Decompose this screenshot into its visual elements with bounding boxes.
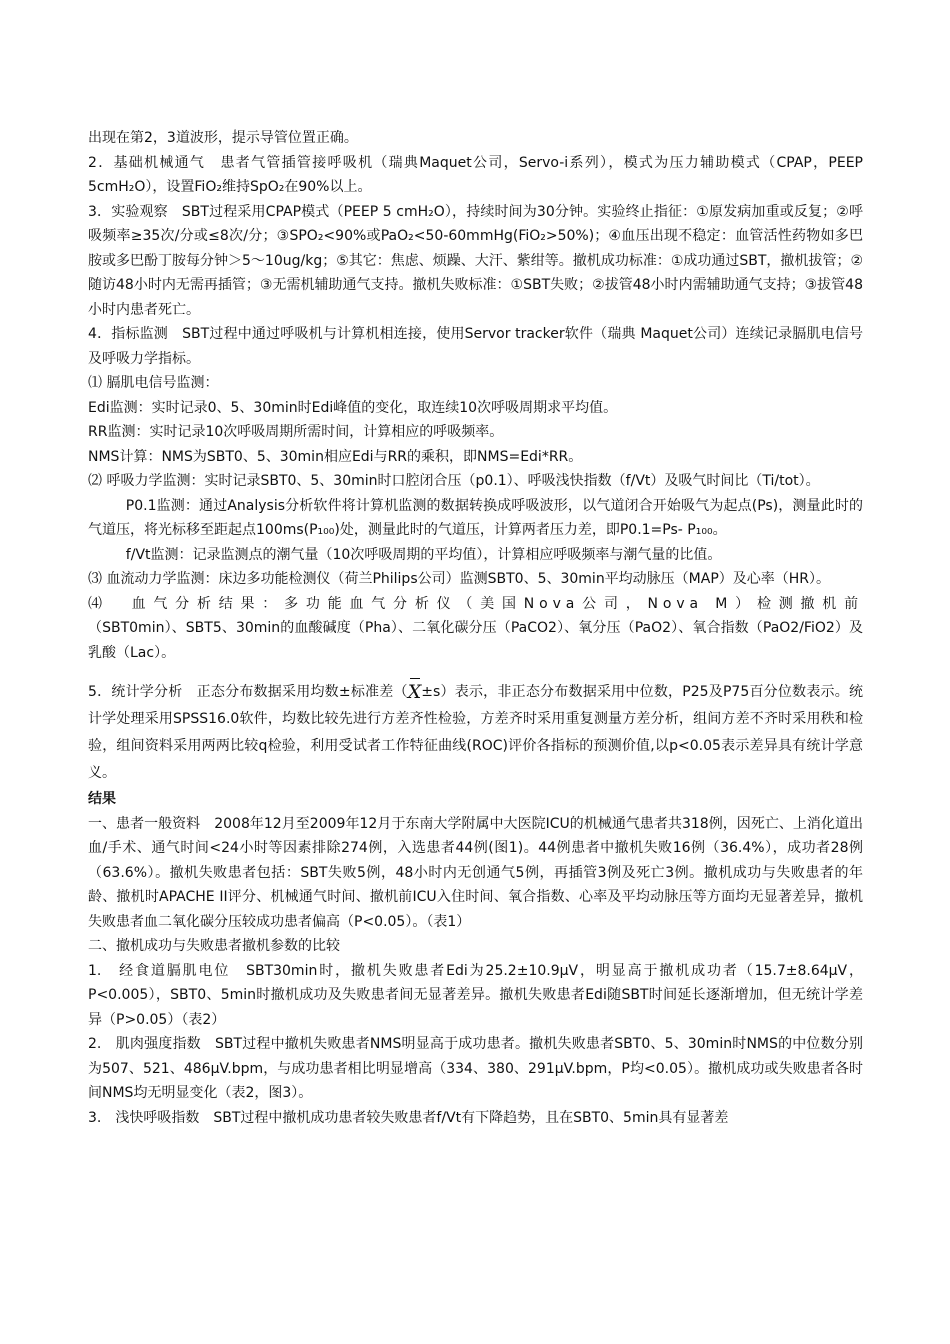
paragraph-statistics	[88, 677, 863, 787]
x-bar-symbol: X	[408, 679, 422, 706]
paragraph-p01: P0.1监测：通过Analysis分析软件将计算机监测的数据转换成呼吸波形，以气道闭合开始吸气为起点(Ps)，测量此时的气道压，将光标移至距起点100ms(P₁₀₀)处，测量此时的气道压，计算两者压力差，即P0.1=Ps- P₁₀₀。	[88, 497, 863, 538]
blood-gas-rest: （SBT0min）、SBT5、30min的血酸碱度（Pha）、二氧化碳分压（PaCO2）、氧分压（PaO2）、氧合指数（PaO2/FiO2）及乳酸（Lac）。	[88, 620, 863, 661]
paragraph-nms-result: 2. 肌肉强度指数 SBT过程中撤机失败患者NMS明显高于成功患者。撤机失败患者SBT0、5、30min时NMS的中位数分别为507、521、486μV.bpm，与成功患者相比明显增高（334、380、291μV.bpm，P均<0.05）。撤机成功或失败患者各时间NMS均无明显变化（表2，图3）。	[88, 1036, 863, 1101]
paragraph-continuation: 出现在第2，3道波形，提示导管位置正确。	[88, 130, 358, 146]
statistics-rest: ±s）表示，非正态分布数据采用中位数，P25及P75百分位数表示。统计学处理采用SPSS16.0软件，均数比较先进行方差齐性检验，方差齐时采用重复测量方差分析，组间方差不齐时采用秩和检验，组间资料采用两两比较q检验，利用受试者工作特征曲线(ROC)评价各指标的预测价值,以p<0.05表示差异具有统计学意义。	[88, 684, 863, 781]
paragraph-patient-data: 一、患者一般资料 2008年12月至2009年12月于东南大学附属中大医院ICU的机械通气患者共318例，因死亡、上消化道出血/手术、通气时间<24小时等因素排除274例，入选患者44例(图1)。44例患者中撤机失败16例（36.4%），成功者28例（63.6%）。撤机失败患者包括：SBT失败5例，48小时内无创通气5例，再插管3例及死亡3例。撤机成功与失败患者的年龄、撤机时APACHE II评分、机械通气时间、撤机前ICU入住时间、氧合指数、心率及平均动脉压等方面均无显著差异，撤机失败患者血二氧化碳分压较成功患者偏高（P<0.05）。（表1）	[88, 815, 863, 930]
blood-gas-lead: ⑷ 血气分析结果：多功能血气分析仪（美国Nova公司，Nova M）检测撤机前	[88, 595, 863, 612]
paragraph-blood-gas	[88, 592, 863, 666]
subheading-weaning-comparison: 二、撤机成功与失败患者撤机参数的比较	[88, 938, 340, 954]
paragraph-fvt-result: 3. 浅快呼吸指数 SBT过程中撤机成功患者较失败患者f/Vt有下降趋势，且在SBT0、5min具有显著差	[88, 1109, 729, 1126]
paragraph-rr: RR监测：实时记录10次呼吸周期所需时间，计算相应的呼吸频率。	[88, 424, 504, 440]
document-page	[88, 126, 863, 1130]
paragraph-hemodynamics: ⑶ 血流动力学监测：床边多功能检测仪（荷兰Philips公司）监测SBT0、5、30min平均动脉压（MAP）及心率（HR）。	[88, 571, 831, 587]
paragraph-edi-result: 1. 经食道膈肌电位 SBT30min时，撤机失败患者Edi为25.2±10.9μV，明显高于撤机成功者（15.7±8.64μV，P<0.005），SBT0、5min时撤机成功及失败患者间无显著差异。撤机失败患者Edi随SBT时间延长逐渐增加，但无统计学差异（P>0.05）（表2）	[88, 962, 863, 1028]
results-heading: 结果	[88, 791, 116, 807]
paragraph-mechanical-ventilation: 2．基础机械通气 患者气管插管接呼吸机（瑞典Maquet公司，Servo-i系列），模式为压力辅助模式（CPAP，PEEP 5cmH₂O），设置FiO₂维持SpO₂在90%以上。	[88, 154, 863, 195]
paragraph-edi: Edi监测：实时记录0、5、30min时Edi峰值的变化，取连续10次呼吸周期求平均值。	[88, 399, 618, 416]
paragraph-experiment-observation: 3．实验观察 SBT过程采用CPAP模式（PEEP 5 cmH₂O），持续时间为30分钟。实验终止指征：①原发病加重或反复；②呼吸频率≥35次/分或≤8次/分；③SPO₂<90%或PaO₂<50-60mmHg(FiO₂>50%)；④血压出现不稳定：血管活性药物如多巴胺或多巴酚丁胺每分钟＞5～10ug/kg；⑤其它：焦虑、烦躁、大汗、紫绀等。撤机成功标准：①成功通过SBT，撤机拔管；②随访48小时内无需再插管；③无需机辅助通气支持。撤机失败标准：①SBT失败；②拔管48小时内需辅助通气支持；③拔管48小时内患者死亡。	[88, 203, 863, 318]
paragraph-nms: NMS计算：NMS为SBT0、5、30min相应Edi与RR的乘积，即NMS=Edi*RR。	[88, 448, 583, 465]
paragraph-fvt: f/Vt监测：记录监测点的潮气量（10次呼吸周期的平均值），计算相应呼吸频率与潮气量的比值。	[125, 546, 722, 563]
statistics-lead: 5．统计学分析 正态分布数据采用均数±标准差（	[88, 684, 408, 700]
subheading-edi-monitoring: ⑴ 膈肌电信号监测：	[88, 375, 219, 391]
paragraph-index-monitoring: 4．指标监测 SBT过程中通过呼吸机与计算机相连接，使用Servor tracker软件（瑞典 Maquet公司）连续记录膈肌电信号及呼吸力学指标。	[88, 326, 863, 367]
paragraph-respiratory-mechanics: ⑵ 呼吸力学监测：实时记录SBT0、5、30min时口腔闭合压（p0.1）、呼吸浅快指数（f/Vt）及吸气时间比（Ti/tot）。	[88, 473, 820, 489]
